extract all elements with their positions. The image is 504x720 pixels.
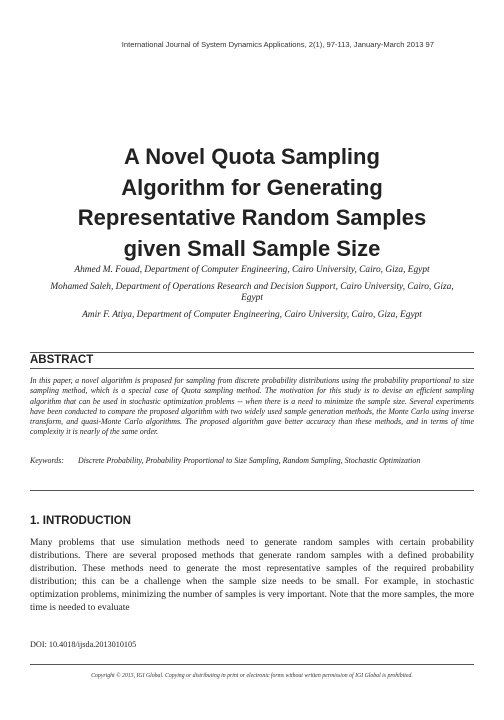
author-affiliation: Amir F. Atiya, Department of Computer Engineering, Cairo University, Cairo, Giza, Egypt xyxy=(82,309,422,320)
doi: DOI: 10.4018/ijsda.2013010105 xyxy=(30,640,137,649)
keywords-label: Keywords: xyxy=(30,456,64,465)
abstract-heading-rule xyxy=(30,368,474,369)
keywords xyxy=(30,456,474,467)
author-affiliation: Ahmed M. Fouad, Department of Computer Engineering, Cairo University, Cairo, Giza, Egypt xyxy=(74,265,430,275)
copyright-notice: Copyright © 2013, IGI Global. Copying or distributing in print or electronic forms without written permission of IGI Global is prohibited. xyxy=(91,673,413,679)
abstract-bottom-rule xyxy=(30,490,474,491)
paper-title xyxy=(30,142,474,264)
author-affiliation: Mohamed Saleh, Department of Operations Research and Decision Support, Cairo University, Cairo, Giza, Egypt xyxy=(50,282,454,303)
footer-rule xyxy=(30,664,474,665)
title-line: A Novel Quota Sampling xyxy=(124,144,380,169)
title-line: Algorithm for Generating xyxy=(121,174,383,200)
introduction-text: Many problems that use simulation methods need to generate random samples with certain probability distributions. There are several proposed methods that generate random samples with a defined probability distribution. These methods need to generate the most representative samples of the required probability distribution; this can be a challenge when the sample size needs to be small. For example, in stochastic optimization problems, minimizing the number of samples is very important. Note that the more samples, the more time is needed to evaluate xyxy=(30,537,474,613)
title-line: Representative Random Samples xyxy=(77,205,427,230)
abstract-heading: ABSTRACT xyxy=(30,354,94,366)
keywords-text: Discrete Probability, Probability Proportional to Size Sampling, Random Sampling, Stochastic Optimization xyxy=(78,456,421,465)
running-head: International Journal of System Dynamics Applications, 2(1), 97-113, January-March 2013 97 xyxy=(121,40,434,49)
introduction-heading: 1. INTRODUCTION xyxy=(30,515,131,527)
title-line: given Small Sample Size xyxy=(123,235,381,261)
abstract-text: In this paper, a novel algorithm is proposed for sampling from discrete probability distributions using the probability proportional to size sampling method, which is a special case of Quota sampling method. The motivation for this study is to devise an efficient sampling algorithm that can be used in stochastic optimization problems -- when there is a need to minimize the sample size. Several experiments have been conducted to compare the proposed algorithm with two widely used sample generation methods, the Monte Carlo using inverse transform, and quasi-Monte Carlo algorithms. The proposed algorithm gave better accuracy than these methods, and in terms of time complexity it is nearly of the same order. xyxy=(30,376,474,437)
abstract-top-rule xyxy=(30,352,474,353)
author-list xyxy=(40,265,464,327)
